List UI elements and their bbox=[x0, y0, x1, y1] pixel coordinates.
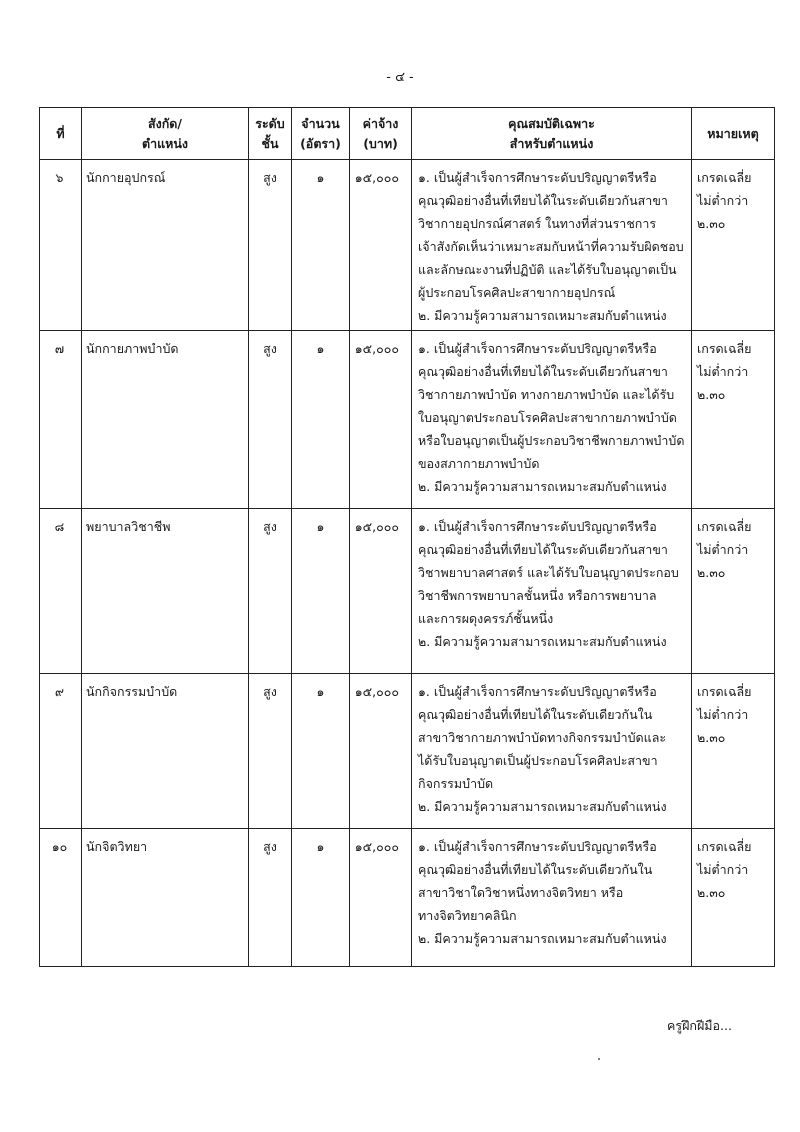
header-wage-line1: ค่าจ้าง bbox=[362, 115, 399, 131]
continuation-text: ครูฝึกฝีมือ... bbox=[667, 1018, 732, 1033]
qualification-line: กิจกรรมบำบัด bbox=[418, 776, 494, 791]
level: สูง bbox=[263, 170, 277, 185]
note-line: เกรดเฉลี่ย bbox=[697, 839, 752, 854]
qualification-line: ๒. มีความรู้ความสามารถเหมาะสมกับตำแหน่ง bbox=[418, 799, 667, 814]
table-row bbox=[40, 509, 775, 674]
note-line: ไม่ต่ำกว่า bbox=[697, 542, 749, 557]
header-qualification bbox=[412, 108, 692, 160]
note-line: ไม่ต่ำกว่า bbox=[697, 364, 749, 379]
note-line: เกรดเฉลี่ย bbox=[697, 341, 752, 356]
level: สูง bbox=[263, 684, 277, 699]
position-name: นักกิจกรรมบำบัด bbox=[86, 684, 178, 699]
table-row bbox=[40, 160, 775, 331]
qualification-line: และลักษณะงานที่ปฏิบัติ และได้รับใบอนุญาตเป็น bbox=[418, 262, 677, 277]
header-count-line2: (อัตรา) bbox=[300, 135, 341, 151]
qualification bbox=[412, 674, 691, 818]
row-number: ๗ bbox=[54, 341, 65, 356]
note bbox=[692, 674, 774, 749]
qualification-line: เจ้าสังกัดเห็นว่าเหมาะสมกับหน้าที่ความรับผิดชอบ bbox=[418, 239, 684, 254]
level: สูง bbox=[263, 519, 277, 534]
qualification bbox=[412, 160, 691, 327]
qualification-line: วิชาชีพการพยาบาลชั้นหนึ่ง หรือการพยาบาล bbox=[418, 588, 657, 603]
qualification-line: วิชากายภาพบำบัด ทางกายภาพบำบัด และได้รับ bbox=[418, 387, 675, 402]
qualification bbox=[412, 331, 691, 498]
note-line: ไม่ต่ำกว่า bbox=[697, 862, 749, 877]
count: ๑ bbox=[316, 839, 325, 854]
wage: ๑๕,๐๐๐ bbox=[354, 341, 399, 356]
note bbox=[692, 331, 774, 406]
position-name: พยาบาลวิชาชีพ bbox=[86, 519, 171, 534]
level: สูง bbox=[263, 839, 277, 854]
qualification-line: ๑. เป็นผู้สำเร็จการศึกษาระดับปริญญาตรีหรือ bbox=[418, 341, 657, 356]
header-qualification-line2: สำหรับตำแหน่ง bbox=[509, 135, 594, 151]
note-line: ไม่ต่ำกว่า bbox=[697, 193, 749, 208]
qualification-line: วิชากายอุปกรณ์ศาสตร์ ในทางที่ส่วนราชการ bbox=[418, 216, 657, 231]
qualification-line: ๒. มีความรู้ความสามารถเหมาะสมกับตำแหน่ง bbox=[418, 308, 667, 323]
qualification bbox=[412, 829, 691, 950]
qualification-line: ๑. เป็นผู้สำเร็จการศึกษาระดับปริญญาตรีหรือ bbox=[418, 170, 657, 185]
row-number: ๙ bbox=[54, 684, 65, 699]
row-number: ๘ bbox=[54, 519, 65, 534]
qualification-line: ๑. เป็นผู้สำเร็จการศึกษาระดับปริญญาตรีหรือ bbox=[418, 839, 657, 854]
wage: ๑๕,๐๐๐ bbox=[354, 519, 399, 534]
qualification-line: ๒. มีความรู้ความสามารถเหมาะสมกับตำแหน่ง bbox=[418, 634, 667, 649]
header-level-line1: ระดับ bbox=[255, 115, 285, 131]
table-row bbox=[40, 829, 775, 967]
note-line: ๒.๓๐ bbox=[697, 387, 726, 402]
note-line: เกรดเฉลี่ย bbox=[697, 170, 752, 185]
wage: ๑๕,๐๐๐ bbox=[354, 839, 399, 854]
qualification-line: สาขาวิชากายภาพบำบัดทางกิจกรรมบำบัดและ bbox=[418, 730, 667, 745]
note bbox=[692, 509, 774, 584]
qualification-line: ผู้ประกอบโรคศิลปะสาขากายอุปกรณ์ bbox=[418, 285, 616, 300]
qualification-line: คุณวุฒิอย่างอื่นที่เทียบได้ในระดับเดียวกันสาขา bbox=[418, 364, 668, 379]
qualification bbox=[412, 509, 691, 653]
row-number: ๑๐ bbox=[51, 839, 68, 854]
position-name: นักกายภาพบำบัด bbox=[86, 341, 179, 356]
header-count bbox=[292, 108, 350, 160]
qualification-line: วิชาพยาบาลศาสตร์ และได้รับใบอนุญาตประกอบ bbox=[418, 565, 679, 580]
qualification-line: คุณวุฒิอย่างอื่นที่เทียบได้ในระดับเดียวกันสาขา bbox=[418, 542, 668, 557]
note-line: ไม่ต่ำกว่า bbox=[697, 707, 749, 722]
qualification-line: คุณวุฒิอย่างอื่นที่เทียบได้ในระดับเดียวกันใน bbox=[418, 862, 653, 877]
note-line: เกรดเฉลี่ย bbox=[697, 519, 752, 534]
note-line: เกรดเฉลี่ย bbox=[697, 684, 752, 699]
count: ๑ bbox=[316, 519, 325, 534]
note-line: ๒.๓๐ bbox=[697, 730, 726, 745]
header-position-line2: ตำแหน่ง bbox=[141, 135, 189, 151]
table-row bbox=[40, 331, 775, 509]
scan-speck bbox=[598, 1058, 600, 1060]
qualification-line: หรือใบอนุญาตเป็นผู้ประกอบวิชาชีพกายภาพบำบัด bbox=[418, 433, 685, 448]
header-wage-line2: (บาท) bbox=[363, 135, 398, 151]
position-name: นักกายอุปกรณ์ bbox=[86, 170, 166, 185]
header-position-line1: สังกัด/ bbox=[148, 115, 182, 131]
row-number: ๖ bbox=[55, 170, 64, 185]
qualification-line: ของสภากายภาพบำบัด bbox=[418, 456, 540, 471]
note bbox=[692, 160, 774, 235]
header-position bbox=[82, 108, 249, 160]
table-header-row bbox=[40, 108, 775, 160]
qualification-line: ๒. มีความรู้ความสามารถเหมาะสมกับตำแหน่ง bbox=[418, 479, 667, 494]
page-number: - ๔ - bbox=[386, 70, 414, 85]
wage: ๑๕,๐๐๐ bbox=[354, 684, 399, 699]
count: ๑ bbox=[316, 684, 325, 699]
qualification-line: ๑. เป็นผู้สำเร็จการศึกษาระดับปริญญาตรีหรือ bbox=[418, 519, 657, 534]
qualification-line: และการผดุงครรภ์ชั้นหนึ่ง bbox=[418, 611, 554, 626]
note-line: ๒.๓๐ bbox=[697, 885, 726, 900]
qualification-line: คุณวุฒิอย่างอื่นที่เทียบได้ในระดับเดียวกันสาขา bbox=[418, 193, 668, 208]
level: สูง bbox=[263, 341, 277, 356]
header-note: หมายเหตุ bbox=[692, 108, 775, 160]
qualification-line: ใบอนุญาตประกอบโรคศิลปะสาขากายภาพบำบัด bbox=[418, 410, 677, 425]
qualification-line: ๑. เป็นผู้สำเร็จการศึกษาระดับปริญญาตรีหรือ bbox=[418, 684, 657, 699]
count: ๑ bbox=[316, 170, 325, 185]
qualification-line: สาขาวิชาใดวิชาหนึ่งทางจิตวิทยา หรือ bbox=[418, 885, 624, 900]
qualification-line: ๒. มีความรู้ความสามารถเหมาะสมกับตำแหน่ง bbox=[418, 931, 667, 946]
wage: ๑๕,๐๐๐ bbox=[354, 170, 399, 185]
header-no: ที่ bbox=[40, 108, 82, 160]
qualification-line: ทางจิตวิทยาคลินิก bbox=[418, 908, 517, 923]
note-line: ๒.๓๐ bbox=[697, 216, 726, 231]
qualification-line: ได้รับใบอนุญาตเป็นผู้ประกอบโรคศิลปะสาขา bbox=[418, 753, 658, 768]
header-wage bbox=[350, 108, 412, 160]
qualification-line: คุณวุฒิอย่างอื่นที่เทียบได้ในระดับเดียวกันใน bbox=[418, 707, 653, 722]
position-name: นักจิตวิทยา bbox=[86, 839, 148, 854]
note bbox=[692, 829, 774, 904]
header-qualification-line1: คุณสมบัติเฉพาะ bbox=[508, 115, 595, 131]
table-row bbox=[40, 674, 775, 829]
count: ๑ bbox=[316, 341, 325, 356]
header-count-line1: จำนวน bbox=[301, 115, 340, 131]
position-table bbox=[39, 107, 775, 967]
header-level bbox=[249, 108, 292, 160]
header-level-line2: ชั้น bbox=[261, 135, 279, 151]
note-line: ๒.๓๐ bbox=[697, 565, 726, 580]
